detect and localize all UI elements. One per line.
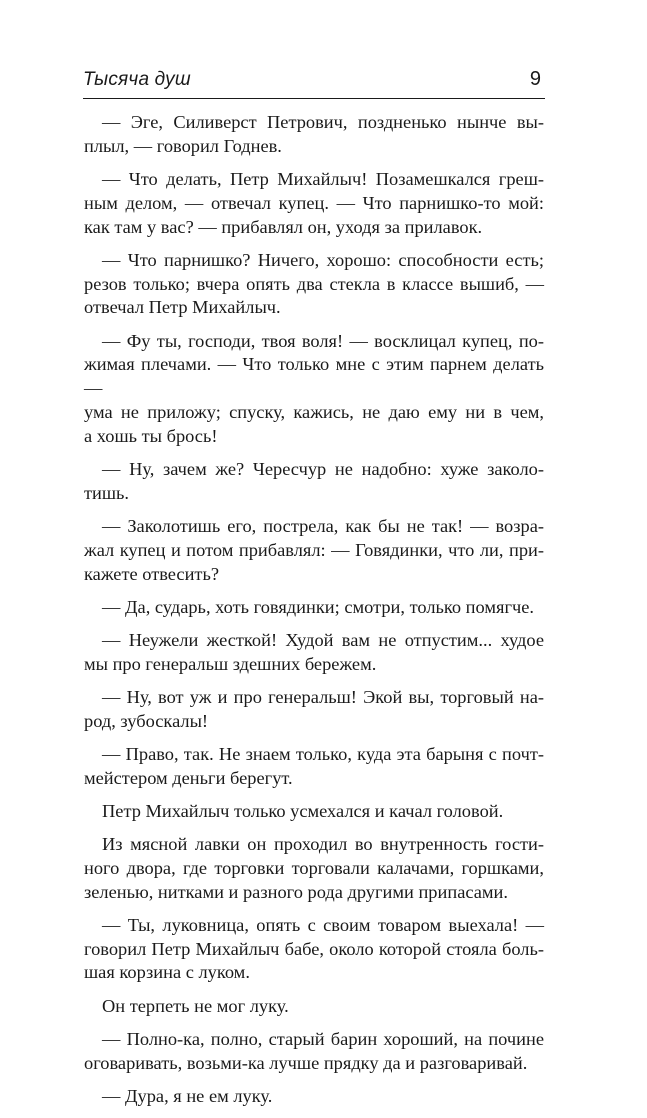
text-line: жимая плечами. — Что только мне с этим парнем делать — — [84, 354, 544, 399]
text-line: — Эге, Силиверст Петрович, поздненько нынче вы- — [102, 112, 544, 132]
paragraph — [84, 995, 544, 1019]
paragraph — [84, 800, 544, 824]
text-line: ного двора, где торговки торговали калачами, горшками, — [84, 857, 544, 878]
running-title: Тысяча душ — [83, 69, 191, 90]
text-line: род, зубоскалы! — [84, 710, 209, 731]
text-line: шая корзина с луком. — [84, 962, 250, 983]
text-line: плыл, — говорил Годнев. — [84, 135, 282, 156]
paragraph — [84, 629, 544, 677]
text-line: ума не приложу; спуску, кажись, не даю ему ни в чем, — [84, 401, 544, 422]
paragraph — [84, 1028, 544, 1076]
text-line: а хошь ты брось! — [84, 425, 218, 446]
text-line: резов только; вчера опять два стекла в классе вышиб, — — [84, 273, 544, 294]
text-line: — Неужели жесткой! Худой вам не отпустим... худое — [102, 629, 544, 650]
text-line: — Заколотишь его, пострела, как бы не так! — возра- — [102, 515, 544, 536]
paragraph — [84, 168, 544, 239]
page-number: 9 — [529, 68, 541, 90]
paragraph — [84, 330, 544, 449]
text-line: — Право, так. Не знаем только, куда эта барыня с почт- — [102, 743, 544, 764]
text-line: — Полно-ка, полно, старый барин хороший, на почине — [102, 1028, 544, 1049]
text-line: — Фу ты, господи, твоя воля! — восклицал купец, по- — [102, 330, 544, 351]
paragraph — [84, 111, 544, 159]
text-line: Из мясной лавки он проходил во внутренность гости- — [102, 834, 544, 855]
paragraph — [84, 458, 544, 506]
body-text — [84, 111, 544, 1118]
text-line: зеленью, нитками и разного рода другими припасами. — [84, 881, 508, 902]
paragraph — [84, 596, 544, 620]
running-header — [83, 66, 545, 99]
text-line: Петр Михайлыч только усмехался и качал головой. — [102, 800, 504, 821]
paragraph — [84, 833, 544, 904]
text-line: — Ты, луковница, опять с своим товаром выехала! — — [102, 914, 544, 935]
paragraph — [84, 914, 544, 985]
text-line: тишь. — [84, 482, 130, 503]
text-line: как там у вас? — прибавлял он, уходя за прилавок. — [84, 216, 483, 237]
text-line: — Ну, зачем же? Чересчур не надобно: хуже заколо- — [102, 458, 544, 479]
text-line: — Да, сударь, хоть говядинки; смотри, только помягче. — [102, 596, 535, 617]
text-line: — Что парнишко? Ничего, хорошо: способности есть; — [102, 249, 544, 270]
paragraph — [84, 515, 544, 586]
paragraph — [84, 249, 544, 320]
text-line: кажете отвесить? — [84, 563, 220, 584]
text-line: ным делом, — отвечал купец. — Что парнишко-то мой: — [84, 192, 544, 213]
text-line: — Что делать, Петр Михайлыч! Позамешкался греш- — [102, 168, 544, 189]
text-line: оговаривать, возьми-ка лучше прядку да и разговаривай. — [84, 1052, 528, 1073]
paragraph — [84, 686, 544, 734]
text-line: жал купец и потом прибавлял: — Говядинки, что ли, при- — [84, 539, 544, 560]
text-line: мы про генеральш здешних бережем. — [84, 653, 377, 674]
text-line: мейстером деньги берегут. — [84, 767, 293, 788]
paragraph — [84, 743, 544, 791]
text-line: отвечал Петр Михайлыч. — [84, 297, 281, 318]
text-line: — Ну, вот уж и про генеральш! Экой вы, торговый на- — [102, 686, 544, 707]
paragraph — [84, 1085, 544, 1109]
text-line: — Дура, я не ем луку. — [102, 1085, 273, 1106]
text-line: Он терпеть не мог луку. — [102, 995, 289, 1016]
text-line: говорил Петр Михайлыч бабе, около которой стояла боль- — [84, 938, 544, 959]
